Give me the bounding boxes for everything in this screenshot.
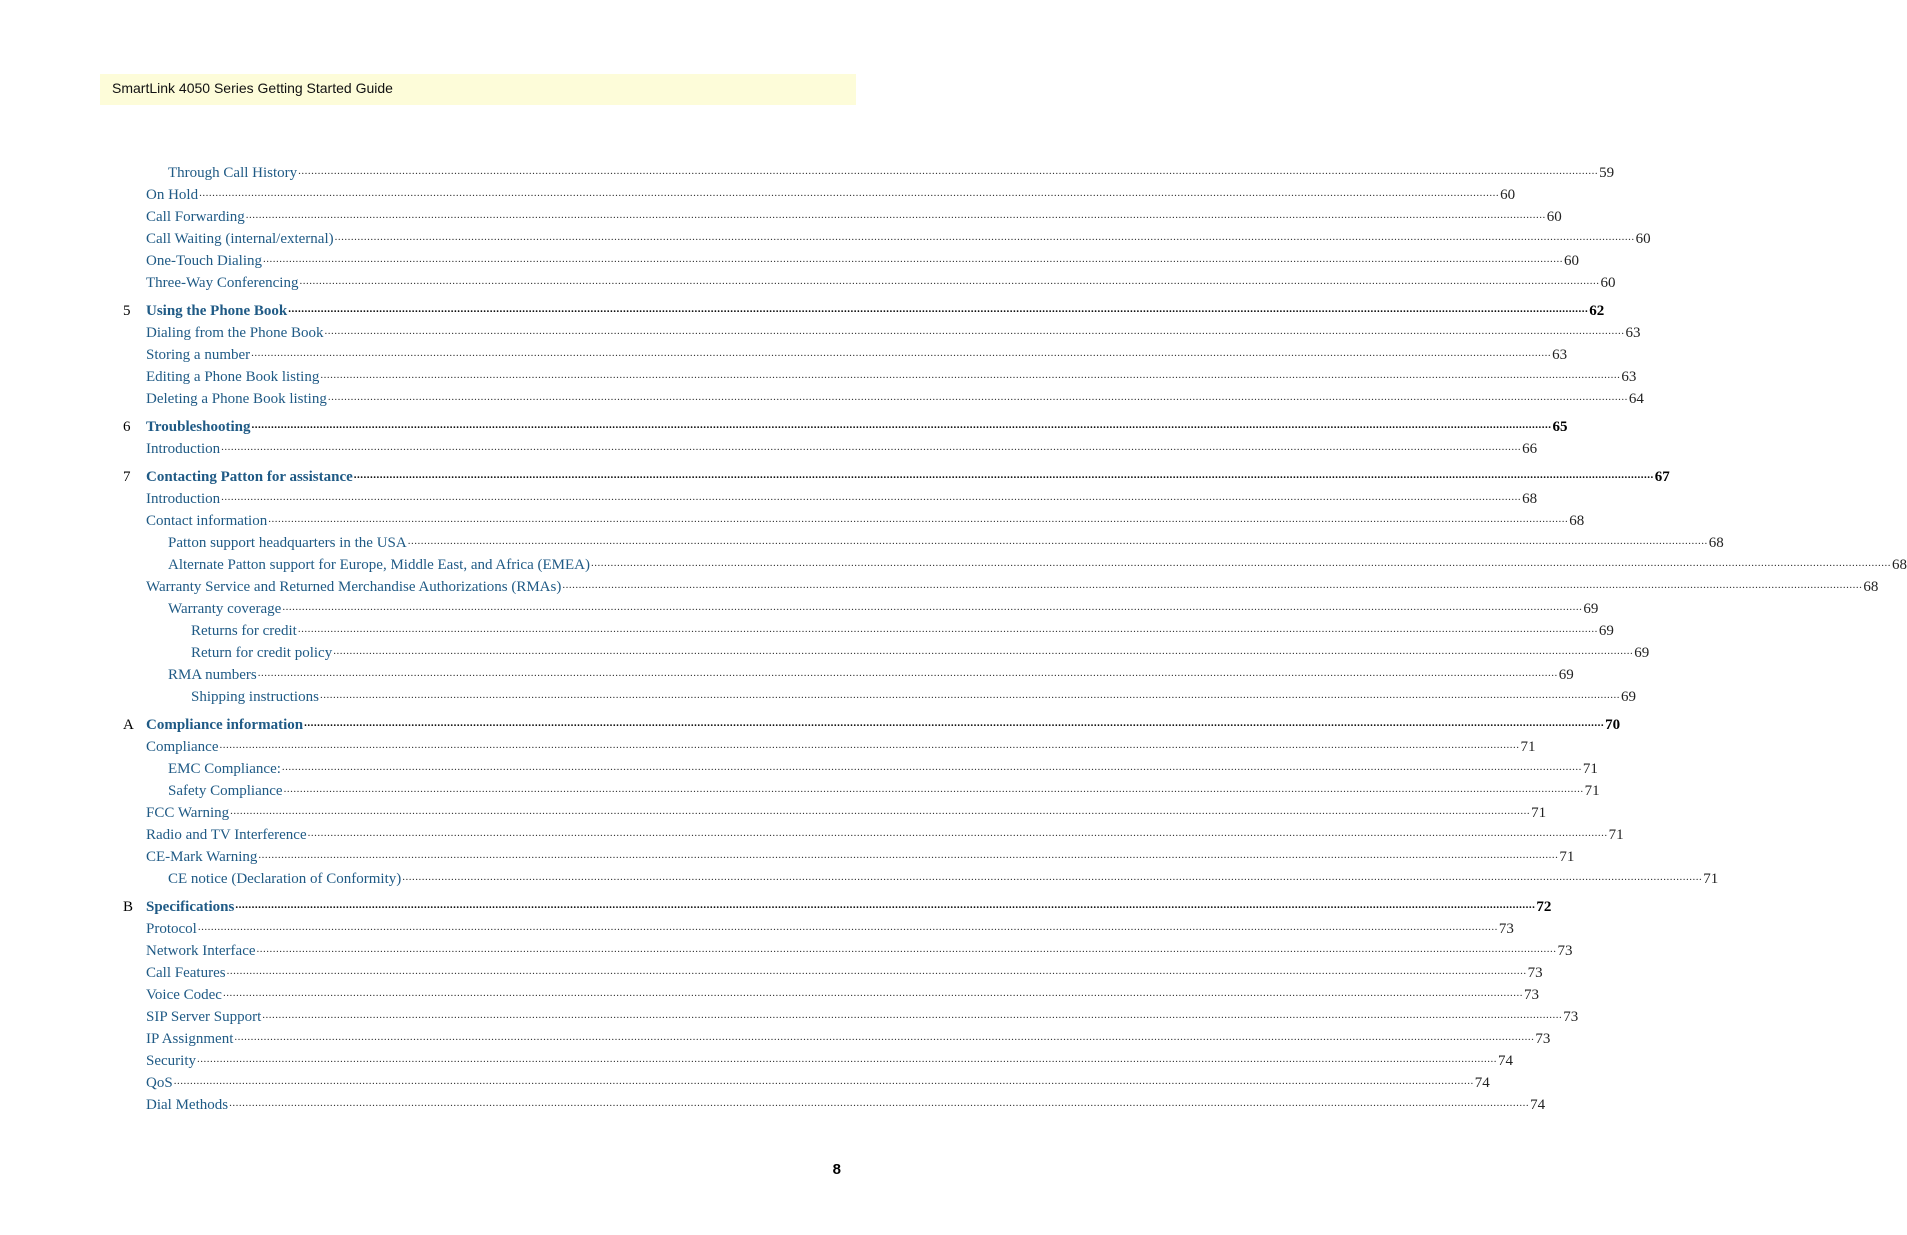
toc-entry-title[interactable]: CE notice (Declaration of Conformity) <box>168 871 402 887</box>
toc-entry-title[interactable]: Call Features <box>146 965 226 981</box>
toc-entry[interactable] <box>146 510 1585 532</box>
toc-entry-title[interactable]: Storing a number <box>146 347 251 363</box>
toc-entry-title[interactable]: Network Interface <box>146 943 256 959</box>
toc-entry-title[interactable]: Troubleshooting <box>146 419 251 435</box>
dot-leader: ................................................................................................................................................................................................................................................................................................................................................................................................................ <box>245 209 1546 221</box>
toc-entry-page[interactable]: 68 <box>1569 513 1585 529</box>
toc-entry-title[interactable]: Security <box>146 1053 196 1069</box>
toc-entry-title[interactable]: On Hold <box>146 187 199 203</box>
toc-chapter-entry[interactable] <box>123 466 1670 488</box>
toc-entry[interactable] <box>168 664 1574 686</box>
dot-leader: ................................................................................................................................................................................................................................................................................................................................................................................................................ <box>333 645 1634 657</box>
dot-leader: ................................................................................................................................................................................................................................................................................................................................................................................................................ <box>221 441 1522 453</box>
toc-entry-page[interactable]: 73 <box>1557 943 1573 959</box>
toc-chapter-entry[interactable] <box>123 714 1621 736</box>
toc-entry-page[interactable]: 69 <box>1634 645 1650 661</box>
dot-leader: ................................................................................................................................................................................................................................................................................................................................................................................................................ <box>234 1031 1535 1043</box>
toc-entry[interactable] <box>146 918 1514 940</box>
dot-leader: ................................................................................................................................................................................................................................................................................................................................................................................................................ <box>219 739 1520 751</box>
toc-entry[interactable] <box>146 1072 1490 1094</box>
dot-leader: ................................................................................................................................................................................................................................................................................................................................................................................................................ <box>197 1053 1497 1065</box>
toc-entry[interactable] <box>191 620 1614 642</box>
dot-leader: ................................................................................................................................................................................................................................................................................................................................................................................................................ <box>283 783 1584 795</box>
toc-entry[interactable] <box>146 366 1637 388</box>
toc-entry-page[interactable]: 69 <box>1620 689 1636 705</box>
dot-leader: ................................................................................................................................................................................................................................................................................................................................................................................................................ <box>327 391 1628 403</box>
dot-leader: ................................................................................................................................................................................................................................................................................................................................................................................................................ <box>353 469 1654 481</box>
toc-entry-title[interactable]: Introduction <box>146 491 221 507</box>
toc-entry-title[interactable]: Call Forwarding <box>146 209 245 225</box>
toc-entry-page[interactable]: 72 <box>1536 899 1552 915</box>
toc-entry[interactable] <box>168 598 1599 620</box>
dot-leader: ................................................................................................................................................................................................................................................................................................................................................................................................................ <box>258 849 1559 861</box>
toc-entry-title[interactable]: Call Waiting (internal/external) <box>146 231 334 247</box>
toc-chapter-entry[interactable] <box>123 300 1605 322</box>
toc-entry-page[interactable]: 71 <box>1531 805 1547 821</box>
dot-leader: ................................................................................................................................................................................................................................................................................................................................................................................................................ <box>324 325 1625 337</box>
toc-entry-page[interactable]: 68 <box>1891 557 1907 573</box>
toc-entry-page[interactable]: 59 <box>1599 165 1615 181</box>
toc-entry-title[interactable]: Dial Methods <box>146 1097 229 1113</box>
toc-entry-title[interactable]: Alternate Patton support for Europe, Middle East, and Africa (EMEA) <box>168 557 590 573</box>
toc-entry[interactable] <box>146 272 1616 294</box>
toc-entry-title[interactable]: Voice Codec <box>146 987 222 1003</box>
toc-entry-title[interactable]: Specifications <box>146 899 235 915</box>
toc-entry-title[interactable]: Three-Way Conferencing <box>146 275 299 291</box>
toc-entry-page[interactable]: 71 <box>1559 849 1575 865</box>
dot-leader: ................................................................................................................................................................................................................................................................................................................................................................................................................ <box>402 871 1703 883</box>
toc-entry[interactable] <box>146 802 1547 824</box>
toc-entry-page[interactable]: 67 <box>1654 469 1670 485</box>
toc-entry[interactable] <box>191 642 1650 664</box>
toc-entry-page[interactable]: 71 <box>1582 761 1598 777</box>
dot-leader: ................................................................................................................................................................................................................................................................................................................................................................................................................ <box>298 165 1599 177</box>
toc-entry-title[interactable]: Through Call History <box>168 165 298 181</box>
toc-entry-page[interactable]: 65 <box>1552 419 1568 435</box>
toc-chapter-entry[interactable] <box>123 416 1568 438</box>
dot-leader: ................................................................................................................................................................................................................................................................................................................................................................................................................ <box>256 943 1557 955</box>
toc-entry-title[interactable]: EMC Compliance: <box>168 761 281 777</box>
document-title: SmartLink 4050 Series Getting Started Guide <box>112 80 393 96</box>
dot-leader: ................................................................................................................................................................................................................................................................................................................................................................................................................ <box>299 275 1600 287</box>
toc-entry-title[interactable]: FCC Warning <box>146 805 230 821</box>
toc-entry-title[interactable]: Returns for credit <box>191 623 297 639</box>
toc-entry-title[interactable]: CE-Mark Warning <box>146 849 258 865</box>
toc-entry-page[interactable]: 66 <box>1522 441 1538 457</box>
dot-leader: ................................................................................................................................................................................................................................................................................................................................................................................................................ <box>199 187 1500 199</box>
toc-entry-page[interactable]: 71 <box>1608 827 1624 843</box>
toc-entry[interactable] <box>191 686 1636 708</box>
toc-entry[interactable] <box>146 388 1644 410</box>
toc-entry-title[interactable]: Contacting Patton for assistance <box>146 469 353 485</box>
toc-entry-title[interactable]: Using the Phone Book <box>146 303 288 319</box>
toc-entry[interactable] <box>168 868 1719 890</box>
dot-leader: ................................................................................................................................................................................................................................................................................................................................................................................................................ <box>304 717 1605 729</box>
toc-entry-page[interactable]: 63 <box>1625 325 1641 341</box>
running-header <box>100 74 856 105</box>
toc-entry[interactable] <box>146 438 1538 460</box>
toc-entry[interactable] <box>146 962 1543 984</box>
toc-entry-title[interactable]: Deleting a Phone Book listing <box>146 391 327 407</box>
toc-entry[interactable] <box>146 1006 1579 1028</box>
toc-entry-page[interactable]: 60 <box>1500 187 1516 203</box>
toc-entry-page[interactable]: 74 <box>1498 1053 1513 1069</box>
toc-entry-page[interactable]: 73 <box>1563 1009 1579 1025</box>
toc-entry[interactable] <box>168 758 1598 780</box>
toc-entry[interactable] <box>146 576 1879 598</box>
chapter-number: 6 <box>123 419 131 435</box>
chapter-number: 5 <box>123 303 131 319</box>
toc-entry[interactable] <box>146 984 1539 1006</box>
toc-entry-page[interactable]: 71 <box>1520 739 1536 755</box>
toc-entry-page[interactable]: 74 <box>1474 1075 1490 1091</box>
toc-entry[interactable] <box>168 780 1600 802</box>
toc-entry-title[interactable]: Return for credit policy <box>191 645 333 661</box>
toc-entry-page[interactable]: 68 <box>1863 579 1879 595</box>
toc-entry-page[interactable]: 70 <box>1605 717 1621 733</box>
dot-leader: ................................................................................................................................................................................................................................................................................................................................................................................................................ <box>173 1075 1474 1087</box>
toc-entry[interactable] <box>146 1050 1513 1072</box>
toc-entry-title[interactable]: Protocol <box>146 921 197 937</box>
dot-leader: ................................................................................................................................................................................................................................................................................................................................................................................................................ <box>288 303 1589 315</box>
toc-entry-page[interactable]: 69 <box>1598 623 1614 639</box>
toc-entry-title[interactable]: One-Touch Dialing <box>146 253 263 269</box>
dot-leader: ................................................................................................................................................................................................................................................................................................................................................................................................................ <box>281 761 1582 773</box>
toc-chapter-entry[interactable] <box>123 896 1552 918</box>
toc-entry-title[interactable]: Compliance <box>146 739 219 755</box>
toc-entry[interactable] <box>146 344 1568 366</box>
toc-entry-page[interactable]: 73 <box>1523 987 1539 1003</box>
toc-entry[interactable] <box>146 1094 1546 1116</box>
toc-entry-title[interactable]: Safety Compliance <box>168 783 283 799</box>
toc-entry-title[interactable]: Shipping instructions <box>191 689 319 705</box>
toc-entry[interactable] <box>146 250 1580 272</box>
dot-leader: ................................................................................................................................................................................................................................................................................................................................................................................................................ <box>197 921 1498 933</box>
toc-entry-page[interactable]: 71 <box>1584 783 1600 799</box>
dot-leader: ................................................................................................................................................................................................................................................................................................................................................................................................................ <box>229 1097 1530 1109</box>
toc-entry[interactable] <box>146 184 1516 206</box>
dot-leader: ................................................................................................................................................................................................................................................................................................................................................................................................................ <box>320 369 1621 381</box>
toc-entry-title[interactable]: Radio and TV Interference <box>146 827 307 843</box>
toc-entry-title[interactable]: Introduction <box>146 441 221 457</box>
toc-entry[interactable] <box>146 736 1536 758</box>
toc-entry-page[interactable]: 69 <box>1583 601 1599 617</box>
toc-entry-title[interactable]: Patton support headquarters in the USA <box>168 535 407 551</box>
toc-entry-page[interactable]: 60 <box>1600 275 1616 291</box>
toc-entry-page[interactable]: 71 <box>1703 871 1719 887</box>
toc-entry-page[interactable]: 73 <box>1527 965 1543 981</box>
table-of-contents <box>0 162 1907 1116</box>
toc-entry-page[interactable]: 73 <box>1498 921 1514 937</box>
toc-entry[interactable] <box>168 162 1615 184</box>
dot-leader: ................................................................................................................................................................................................................................................................................................................................................................................................................ <box>257 667 1558 679</box>
chapter-number: 7 <box>123 469 131 485</box>
dot-leader: ................................................................................................................................................................................................................................................................................................................................................................................................................ <box>307 827 1608 839</box>
toc-entry-title[interactable]: Compliance information <box>146 717 304 733</box>
toc-entry-page[interactable]: 68 <box>1708 535 1724 551</box>
toc-entry[interactable] <box>146 940 1573 962</box>
toc-entry-page[interactable]: 64 <box>1628 391 1644 407</box>
toc-entry[interactable] <box>146 1028 1551 1050</box>
toc-entry-page[interactable]: 63 <box>1621 369 1637 385</box>
toc-entry[interactable] <box>146 206 1562 228</box>
toc-entry[interactable] <box>168 532 1724 554</box>
chapter-number: B <box>123 899 134 915</box>
toc-entry-page[interactable]: 68 <box>1522 491 1538 507</box>
dot-leader: ................................................................................................................................................................................................................................................................................................................................................................................................................ <box>251 347 1552 359</box>
toc-entry-title[interactable]: QoS <box>146 1075 173 1091</box>
dot-leader: ................................................................................................................................................................................................................................................................................................................................................................................................................ <box>251 419 1552 431</box>
toc-entry-title[interactable]: RMA numbers <box>168 667 257 683</box>
dot-leader: ................................................................................................................................................................................................................................................................................................................................................................................................................ <box>297 623 1598 635</box>
dot-leader: ................................................................................................................................................................................................................................................................................................................................................................................................................ <box>226 965 1527 977</box>
dot-leader: ................................................................................................................................................................................................................................................................................................................................................................................................................ <box>319 689 1620 701</box>
dot-leader: ................................................................................................................................................................................................................................................................................................................................................................................................................ <box>590 557 1891 569</box>
toc-entry[interactable] <box>146 322 1641 344</box>
toc-entry-page[interactable]: 60 <box>1546 209 1562 225</box>
dot-leader: ................................................................................................................................................................................................................................................................................................................................................................................................................ <box>407 535 1708 547</box>
chapter-number: A <box>123 717 134 733</box>
toc-entry-page[interactable]: 60 <box>1564 253 1580 269</box>
toc-entry[interactable] <box>146 846 1575 868</box>
page-number: 8 <box>832 1161 841 1178</box>
toc-entry[interactable] <box>146 228 1651 250</box>
toc-entry[interactable] <box>168 554 1907 576</box>
dot-leader: ................................................................................................................................................................................................................................................................................................................................................................................................................ <box>222 987 1523 999</box>
toc-entry-title[interactable]: Contact information <box>146 513 268 529</box>
toc-entry-title[interactable]: SIP Server Support <box>146 1009 262 1025</box>
toc-entry-page[interactable]: 73 <box>1535 1031 1551 1047</box>
toc-entry-page[interactable]: 63 <box>1552 347 1568 363</box>
toc-entry-title[interactable]: Warranty coverage <box>168 601 282 617</box>
toc-entry-title[interactable]: IP Assignment <box>146 1031 234 1047</box>
toc-entry-title[interactable]: Editing a Phone Book listing <box>146 369 320 385</box>
dot-leader: ................................................................................................................................................................................................................................................................................................................................................................................................................ <box>282 601 1583 613</box>
dot-leader: ................................................................................................................................................................................................................................................................................................................................................................................................................ <box>230 805 1531 817</box>
toc-entry[interactable] <box>146 824 1624 846</box>
toc-entry-page[interactable]: 62 <box>1589 303 1605 319</box>
toc-entry[interactable] <box>146 488 1538 510</box>
dot-leader: ................................................................................................................................................................................................................................................................................................................................................................................................................ <box>235 899 1536 911</box>
toc-entry-title[interactable]: Warranty Service and Returned Merchandise Authorizations (RMAs) <box>146 579 562 595</box>
dot-leader: ................................................................................................................................................................................................................................................................................................................................................................................................................ <box>221 491 1522 503</box>
dot-leader: ................................................................................................................................................................................................................................................................................................................................................................................................................ <box>263 253 1564 265</box>
toc-entry-page[interactable]: 69 <box>1558 667 1574 683</box>
toc-entry-page[interactable]: 74 <box>1530 1097 1546 1113</box>
dot-leader: ................................................................................................................................................................................................................................................................................................................................................................................................................ <box>334 231 1635 243</box>
dot-leader: ................................................................................................................................................................................................................................................................................................................................................................................................................ <box>262 1009 1563 1021</box>
dot-leader: ................................................................................................................................................................................................................................................................................................................................................................................................................ <box>268 513 1569 525</box>
toc-entry-title[interactable]: Dialing from the Phone Book <box>146 325 324 341</box>
toc-entry-page[interactable]: 60 <box>1635 231 1651 247</box>
dot-leader: ................................................................................................................................................................................................................................................................................................................................................................................................................ <box>562 579 1863 591</box>
